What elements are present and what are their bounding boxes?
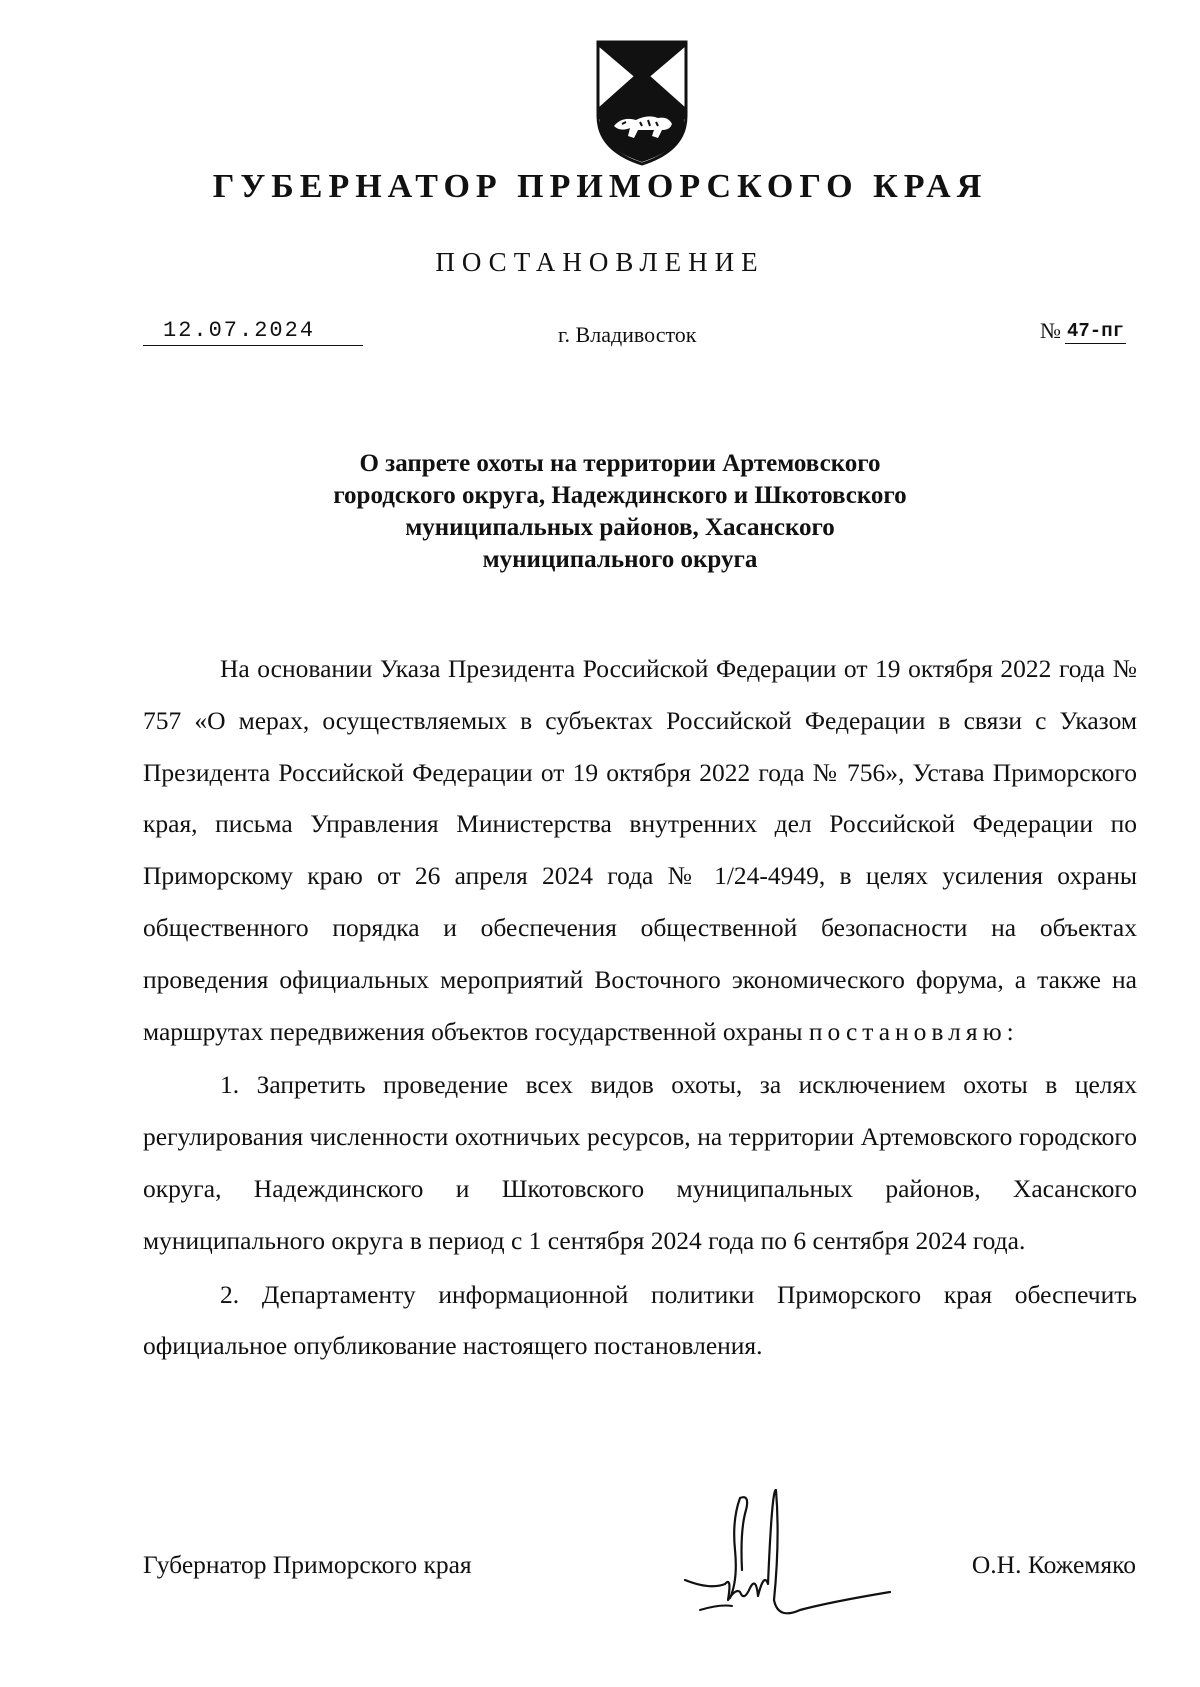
subject-line: муниципального округа [482,546,758,573]
preamble-text: На основании Указа Президента Российской Федерации от 19 октября 2022 года № 757 «О мерах, осуществляемых в субъектах Российской Федерации в связи с Указом Президента Российской Федерации от 19 октября 2022 года № 756», Устава Приморского края, письма Управления Министерства внутренних дел Российской Федерации по Приморскому краю от 26 апреля 2024 года № 1/24-4949, в целях усиления охраны общественного порядка и обеспечения общественной безопасности на объектах проведения официальных мероприятий Восточного экономического форума, а также на маршрутах передвижения объектов государственной охраны [143,654,1137,1046]
number-sign: № [1040,318,1061,343]
document-number [1040,316,1126,344]
handwritten-signature-icon [680,1480,900,1620]
subject-line: муниципальных районов, Хасанского [405,514,835,541]
subject-line: городского округа, Надеждинского и Шкотовского [333,482,907,509]
document-date: 12.07.2024 [143,318,363,346]
document-type-title: ПОСТАНОВЛЕНИЕ [435,247,765,277]
document-body [143,643,1137,1372]
preamble-paragraph [143,643,1137,1057]
document-subject [300,448,940,576]
subject-line: О запрете охоты на территории Артемовского [359,450,881,477]
issuing-authority-title: ГУБЕРНАТОР ПРИМОРСКОГО КРАЯ [212,168,988,205]
item-1-paragraph: 1. Запретить проведение всех видов охоты, за исключением охоты в целях регулирования численности охотничьих ресурсов, на территории Артемовского городского округа, Надеждинского и Шкотовского муниципальных районов, Хасанского муниципального округа в период с 1 сентября 2024 года по 6 сентября 2024 года. [143,1070,1137,1255]
document-number-value: 47-пг [1067,320,1125,342]
signer-title: Губернатор Приморского края [143,1550,472,1579]
document-city: г. Владивосток [558,322,697,347]
item-2-paragraph: 2. Департаменту информационной политики Приморского края обеспечить официальное опубликование настоящего постановления. [143,1279,1137,1361]
primorsky-krai-coat-of-arms-icon [592,38,692,168]
resolve-word: постановляю: [808,1016,1019,1046]
signer-name: О.Н. Кожемяко [971,1550,1136,1579]
